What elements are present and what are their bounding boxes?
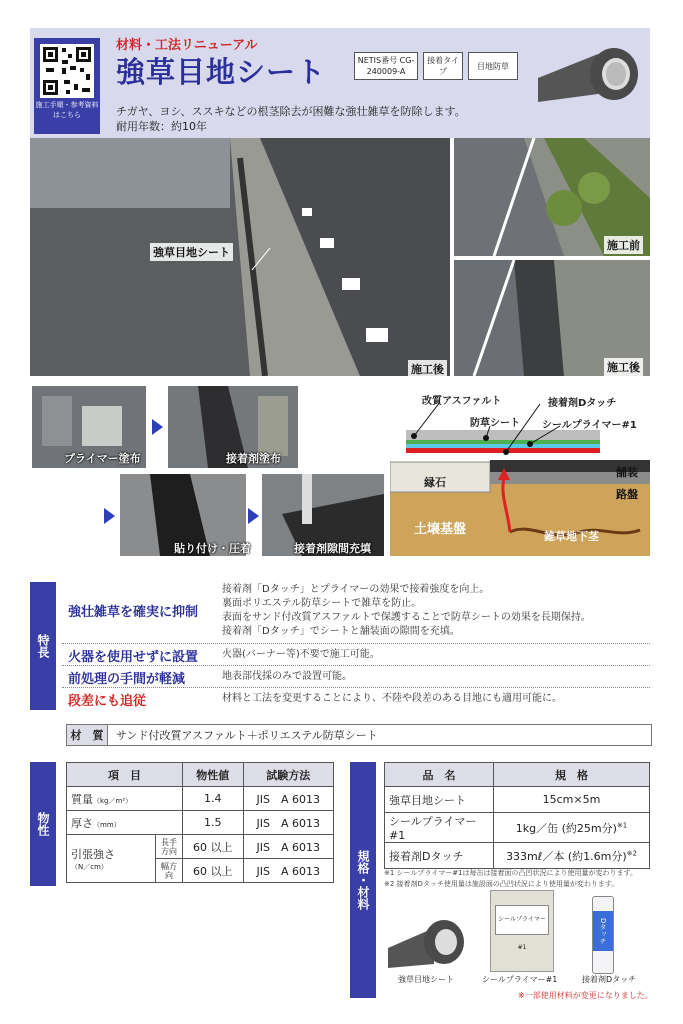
diagram-label-roadbed: 路盤 bbox=[616, 488, 638, 501]
properties-header-method: 試験方法 bbox=[243, 763, 333, 787]
spec-note: ※2 bbox=[626, 848, 637, 857]
tensile-method: JIS A 6013 bbox=[243, 859, 333, 883]
step-caption-4: 接着剤隙間充填 bbox=[294, 542, 371, 555]
specs-side-label: 規格・材料 bbox=[350, 762, 376, 998]
product-label-adhesive: 接着剤Dタッチ bbox=[582, 975, 637, 984]
spec-value: 15cm×5m bbox=[494, 787, 650, 813]
tensile-direction: 幅方向 bbox=[156, 859, 183, 883]
diagram-label-pave: 舗装 bbox=[616, 466, 638, 479]
footnote-1: ※1 シールプライマー#1は毎缶は接着面の凸凹状況により使用量が変わります。 bbox=[384, 869, 637, 877]
main-photo-label: 強草目地シート bbox=[150, 243, 233, 261]
primer-can-label: シールプライマー#1 bbox=[495, 905, 549, 935]
specs-header-spec: 規 格 bbox=[494, 763, 650, 787]
joint-weed-tag: 目地防草 bbox=[468, 52, 518, 80]
product-image-sheet bbox=[384, 898, 468, 970]
diagram-label-soil: 土壌基盤 bbox=[414, 522, 467, 537]
property-item: 質量 bbox=[71, 792, 93, 806]
product-label-sheet: 強草目地シート bbox=[398, 975, 454, 984]
diagram-label-sheet: 防草シート bbox=[470, 418, 520, 429]
property-unit: （kg／m²） bbox=[93, 796, 133, 805]
adhesive-type-tag: 接着タイプ bbox=[423, 52, 463, 80]
spec-note: ※1 bbox=[616, 820, 628, 829]
table-row bbox=[67, 835, 334, 859]
property-method: JIS A 6013 bbox=[243, 811, 333, 835]
tensile-method: JIS A 6013 bbox=[243, 835, 333, 859]
page-title: 強草目地シート bbox=[116, 55, 327, 89]
product-label-primer: シールプライマー#1 bbox=[482, 975, 558, 984]
table-row bbox=[67, 811, 334, 835]
feature-head-1: 強壮雑草を確実に抑制 bbox=[68, 605, 199, 620]
feature-1-line-2: 裏面ポリエステル防草シートで雑草を防止。 bbox=[222, 598, 422, 609]
properties-header-item: 項 目 bbox=[67, 763, 183, 787]
material-label: 材 質 bbox=[67, 725, 108, 745]
divider bbox=[62, 665, 650, 666]
table-row bbox=[385, 843, 650, 869]
step-arrow-3 bbox=[248, 508, 259, 524]
property-value: 1.5 bbox=[183, 811, 244, 835]
material-value: サンド付改質アスファルト＋ポリエステル防草シート bbox=[116, 729, 378, 742]
properties-table bbox=[66, 762, 334, 883]
step-caption-1: プライマー塗布 bbox=[64, 452, 141, 465]
feature-body-3: 地表部伐採のみで設置可能。 bbox=[222, 671, 352, 682]
qr-code[interactable] bbox=[40, 44, 94, 98]
feature-head-3: 前処理の手間が軽減 bbox=[68, 672, 186, 687]
spec-value: 1kg／缶 (約25m分) bbox=[515, 821, 617, 835]
tensile-direction: 長手方向 bbox=[156, 835, 183, 859]
property-unit: （mm） bbox=[93, 820, 121, 829]
table-row bbox=[385, 787, 650, 813]
diagram-label-asphalt: 改質アスファルト bbox=[422, 396, 502, 407]
netis-tag: NETIS番号 CG-240009-A bbox=[354, 52, 418, 80]
spec-value: 333mℓ／本 (約1.6m分) bbox=[506, 849, 627, 863]
feature-1-line-1: 接着剤「Dタッチ」とプライマーの効果で接着強度を向上。 bbox=[222, 584, 490, 595]
specs-header-name: 品 名 bbox=[385, 763, 494, 787]
spec-name: 強草目地シート bbox=[385, 787, 494, 813]
step-caption-2: 接着剤塗布 bbox=[226, 452, 281, 465]
footnote-2: ※2 接着剤Dタッチ使用量は施設面の凸凹状況により使用量が変わります。 bbox=[384, 880, 619, 888]
main-photo-caption: 施工後 bbox=[408, 360, 447, 378]
step-arrow-2 bbox=[104, 508, 115, 524]
property-value: 1.4 bbox=[183, 787, 244, 811]
diagram-label-curb: 縁石 bbox=[424, 476, 446, 489]
divider bbox=[62, 687, 650, 688]
property-method: JIS A 6013 bbox=[243, 787, 333, 811]
divider bbox=[62, 643, 650, 644]
step-caption-3: 貼り付け・圧着 bbox=[174, 542, 251, 555]
diagram-label-adhesive: 接着剤Dタッチ bbox=[548, 398, 617, 409]
subtitle: 材料・工法リニューアル bbox=[116, 38, 258, 53]
main-photo bbox=[30, 138, 450, 376]
feature-1-line-4: 接着剤「Dタッチ」でシートと舗装面の隙間を充填。 bbox=[222, 626, 460, 637]
sheet-roll-illustration bbox=[528, 40, 644, 104]
feature-1-line-3: 表面をサンド付改質アスファルトで保護することで防草シートの効果を長期保持。 bbox=[222, 612, 591, 623]
features-side-label: 特長 bbox=[30, 582, 56, 710]
diagram-label-root: 雑草地下茎 bbox=[544, 530, 599, 543]
before-caption: 施工前 bbox=[604, 236, 643, 254]
feature-head-4: 段差にも追従 bbox=[68, 694, 147, 709]
table-row bbox=[67, 787, 334, 811]
properties-side-label: 物性 bbox=[30, 762, 56, 886]
feature-head-2: 火器を使用せずに設置 bbox=[68, 650, 199, 665]
description-line-2: 耐用年数：約10年 bbox=[116, 120, 207, 133]
spec-name: 接着剤Dタッチ bbox=[385, 843, 494, 869]
property-item: 厚さ bbox=[71, 816, 93, 830]
tensile-item: 引張強さ bbox=[71, 847, 115, 861]
specs-footnotes bbox=[384, 868, 650, 890]
table-row bbox=[385, 813, 650, 843]
feature-body-4: 材料と工法を変更することにより、不陸や段差のある目地にも適用可能に。 bbox=[222, 693, 562, 704]
feature-body-2: 火器(バーナー等)不要で施工可能。 bbox=[222, 649, 380, 660]
bottom-note: ※一部使用材料が変更になりました。 bbox=[518, 991, 653, 1000]
feature-body-1 bbox=[222, 583, 591, 639]
material-row bbox=[66, 724, 652, 746]
after-caption: 施工後 bbox=[604, 358, 643, 376]
diagram-label-primer: シールプライマー#1 bbox=[542, 420, 637, 431]
tensile-value: 60 以上 bbox=[183, 835, 244, 859]
description-line-1: チガヤ、ヨシ、ススキなどの根茎除去が困難な強壮雑草を防除します。 bbox=[116, 105, 466, 118]
product-image-primer-can bbox=[490, 890, 554, 972]
product-image-adhesive-bottle bbox=[592, 896, 614, 974]
step-arrow-1 bbox=[152, 419, 163, 435]
tensile-value: 60 以上 bbox=[183, 859, 244, 883]
qr-label: 施工手順・参考資料はこちら bbox=[35, 101, 99, 119]
adhesive-bottle-label: Dタッチ bbox=[593, 911, 613, 951]
spec-name: シールプライマー#1 bbox=[385, 813, 494, 843]
specs-table bbox=[384, 762, 650, 869]
description bbox=[116, 104, 466, 134]
tensile-unit: （N／cm） bbox=[71, 862, 108, 871]
properties-header-value: 物性値 bbox=[183, 763, 244, 787]
